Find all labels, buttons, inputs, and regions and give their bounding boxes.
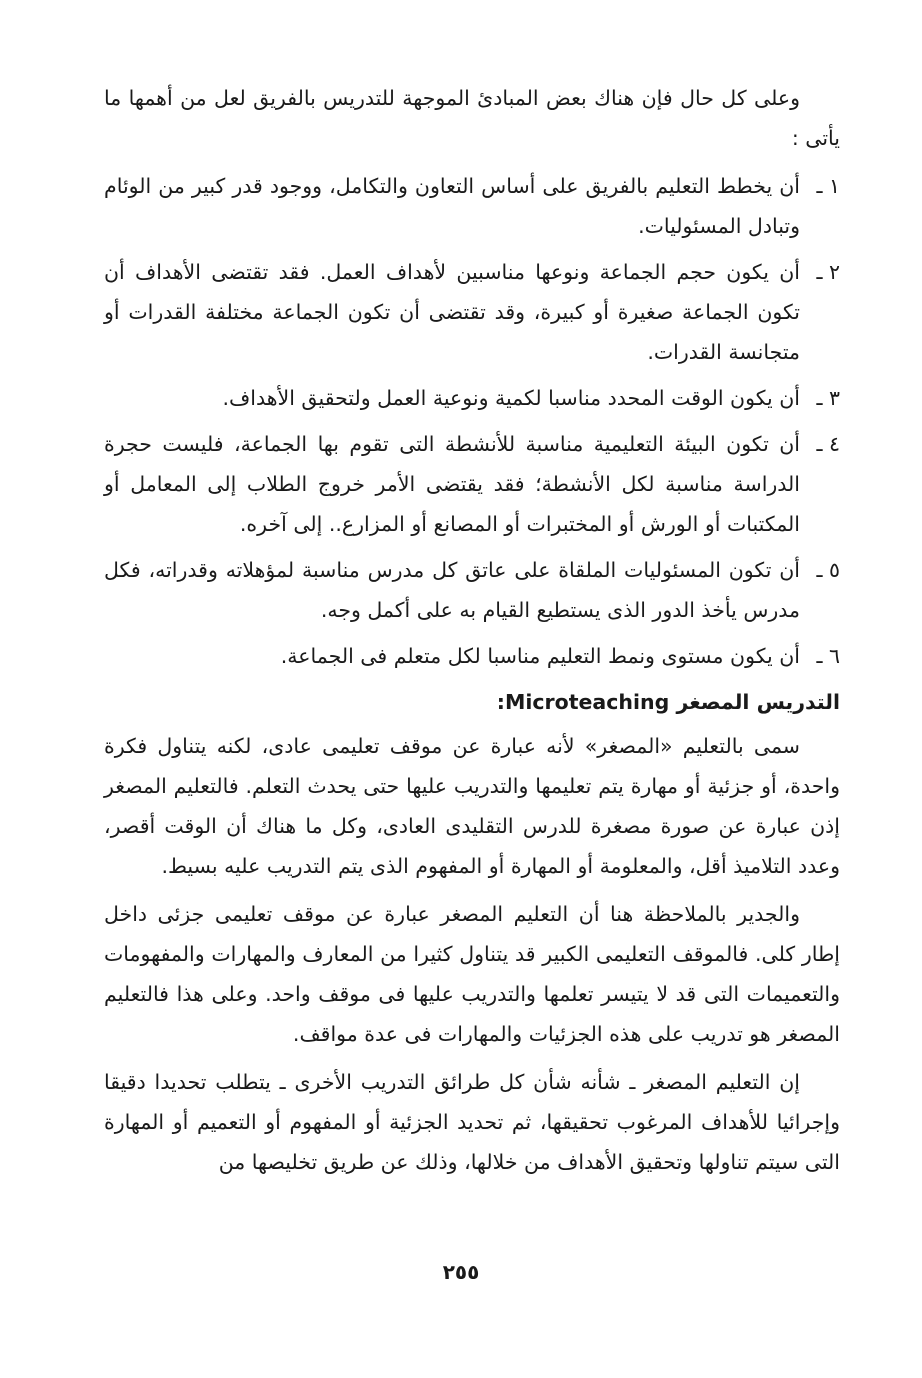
body-paragraph: والجدير بالملاحظة هنا أن التعليم المصغر عبارة عن موقف تعليمى جزئى داخل إطار كلى. فالموقف التعليمى الكبير قد يتناول كثيرا من المعارف والمهارات والمفهومات والتعميمات التى قد لا يتيسر تعلمها والتدريب عليها فى موقف واحد. وعلى هذا فالتعليم المصغر هو تدريب على هذه الجزئيات والمهارات فى عدة مواقف. bbox=[104, 902, 840, 1046]
list-item-text: أن تكون البيئة التعليمية مناسبة للأنشطة التى تقوم بها الجماعة، فليست حجرة الدراسة مناسبة لكل الأنشطة؛ فقد يقتضى الأمر خروج الطلاب إلى المعامل أو المكتبات أو الورش أو المختبرات أو المصانع أو المزارع.. إلى آخره. bbox=[104, 432, 800, 536]
list-item bbox=[104, 252, 840, 372]
list-item-text: أن يخطط التعليم بالفريق على أساس التعاون والتكامل، ووجود قدر كبير من الوئام وتبادل المسئوليات. bbox=[104, 174, 800, 238]
page-number: ٢٥٥ bbox=[442, 1260, 480, 1284]
page-body bbox=[104, 78, 840, 1190]
principles-list bbox=[104, 166, 840, 676]
list-item-text: أن يكون الوقت المحدد مناسبا لكمية ونوعية العمل ولتحقيق الأهداف. bbox=[222, 386, 800, 410]
list-item bbox=[104, 424, 840, 544]
section-heading-latin: Microteaching bbox=[504, 690, 670, 714]
list-item bbox=[104, 550, 840, 630]
list-item-number: ٥ ـ bbox=[816, 558, 840, 582]
list-item-text: أن يكون حجم الجماعة ونوعها مناسبين لأهداف العمل. فقد تقتضى الأهداف أن تكون الجماعة صغيرة أو كبيرة، وقد تقتضى أن تكون الجماعة مختلفة القدرات أو متجانسة القدرات. bbox=[104, 260, 800, 364]
intro-paragraph: وعلى كل حال فإن هناك بعض المبادئ الموجهة للتدريس بالفريق لعل من أهمها ما يأتى : bbox=[104, 86, 840, 150]
section-heading-arabic: التدريس المصغر bbox=[676, 690, 840, 714]
list-item-number: ٤ ـ bbox=[816, 432, 840, 456]
body-paragraph: سمى بالتعليم «المصغر» لأنه عبارة عن موقف تعليمى عادى، لكنه يتناول فكرة واحدة، أو جزئية أو مهارة يتم تعليمها والتدريب عليها حتى يحدث التعلم. فالتعليم المصغر إذن عبارة عن صورة مصغرة للدرس التقليدى العادى، وكل ما هناك أن الوقت أقصر، وعدد التلاميذ أقل، والمعلومة أو المهارة أو المفهوم الذى يتم التدريب عليه بسيط. bbox=[104, 734, 840, 878]
list-item-text: أن تكون المسئوليات الملقاة على عاتق كل مدرس مناسبة لمؤهلاته وقدراته، فكل مدرس يأخذ الدور الذى يستطيع القيام به على أكمل وجه. bbox=[104, 558, 800, 622]
section-heading-suffix: : bbox=[496, 690, 505, 714]
list-item-number: ١ ـ bbox=[816, 174, 840, 198]
list-item-text: أن يكون مستوى ونمط التعليم مناسبا لكل متعلم فى الجماعة. bbox=[280, 644, 800, 668]
list-item bbox=[104, 636, 840, 676]
section-heading bbox=[104, 682, 840, 722]
list-item-number: ٦ ـ bbox=[816, 644, 840, 668]
list-item bbox=[104, 166, 840, 246]
list-item-number: ٢ ـ bbox=[816, 260, 840, 284]
body-paragraph: إن التعليم المصغر ـ شأنه شأن كل طرائق التدريب الأخرى ـ يتطلب تحديدا دقيقا وإجرائيا للأهداف المرغوب تحقيقها، ثم تحديد الجزئية أو المفهوم أو التعميم أو المهارة التى سيتم تناولها وتحقيق الأهداف من خلالها، وذلك عن طريق تخليصها من bbox=[104, 1070, 840, 1174]
list-item bbox=[104, 378, 840, 418]
list-item-number: ٣ ـ bbox=[816, 386, 840, 410]
